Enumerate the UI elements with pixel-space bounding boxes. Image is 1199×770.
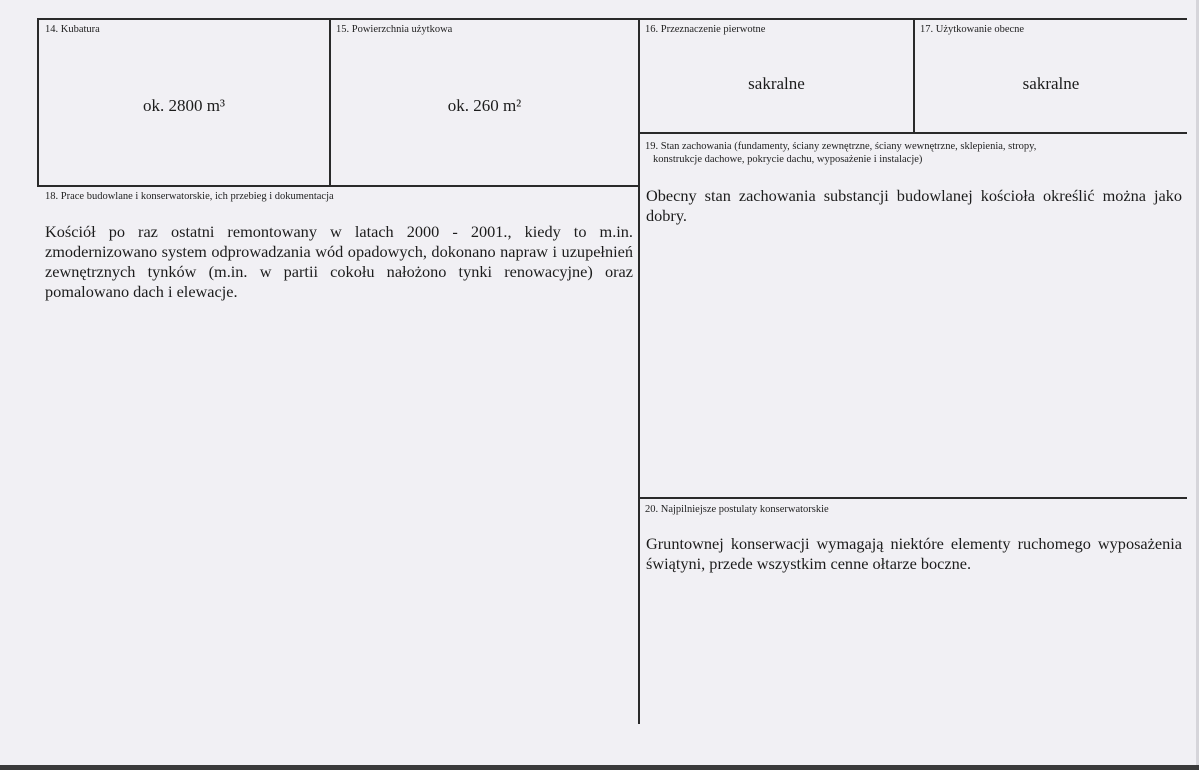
field-18-label: 18. Prace budowlane i konserwatorskie, ich przebieg i dokumentacja <box>45 191 334 202</box>
divider-row-14-18 <box>37 185 639 187</box>
field-15-value: ok. 260 m² <box>447 96 522 115</box>
field-14-label: 14. Kubatura <box>45 24 100 35</box>
field-19-text: Obecny stan zachowania substancji budowlanej kościoła określić można jako dobry. <box>646 186 1182 225</box>
field-20-text: Gruntownej konserwacji wymagają niektóre elementy ruchomego wyposażenia świątyni, przede wszystkim cenne ołtarze boczne. <box>646 534 1182 573</box>
field-20-label: 20. Najpilniejsze postulaty konserwatorskie <box>645 504 829 515</box>
field-15-label: 15. Powierzchnia użytkowa <box>336 24 453 35</box>
field-14-value: ok. 2800 m³ <box>142 96 226 115</box>
field-16-label: 16. Przeznaczenie pierwotne <box>645 24 766 35</box>
field-16-value: sakralne <box>748 74 805 93</box>
page-bottom-edge <box>0 765 1199 770</box>
field-17-value: sakralne <box>1022 74 1080 93</box>
field-18-text: Kościół po raz ostatni remontowany w latach 2000 - 2001., kiedy to m.in. zmodernizowano system odprowadzania wód opadowych, dokonano napraw i uzupełnień zewnętrznych tynków (m.in. w partii cokołu nałożono tynki renowacyjne) oraz pomalowano dach i elewacje. <box>45 222 633 301</box>
field-17-label: 17. Użytkowanie obecne <box>920 24 1025 35</box>
top-border <box>37 18 1187 20</box>
field-19-label-line1: 19. Stan zachowania (fundamenty, ściany zewnętrzne, ściany wewnętrzne, sklepienia, stropy, <box>645 141 1037 152</box>
divider-row-19-20 <box>639 497 1187 499</box>
field-19-label-line2: konstrukcje dachowe, pokrycie dachu, wyposażenie i instalacje) <box>653 154 923 165</box>
center-divider <box>638 18 640 724</box>
divider-row-16-19 <box>639 132 1187 134</box>
